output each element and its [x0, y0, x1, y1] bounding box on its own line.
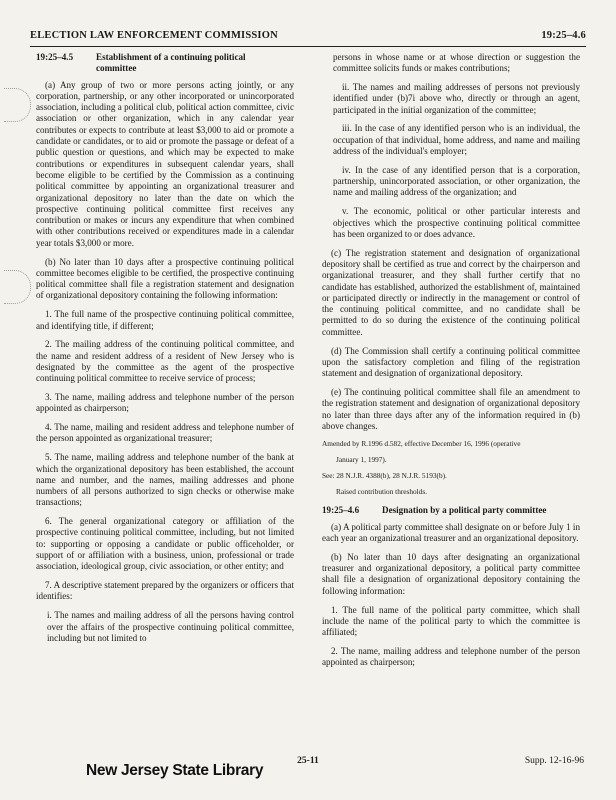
- s2-list-item-1: 1. The full name of the political party committee, which shall include the name of the political party to which the committee is affiliated;: [322, 604, 580, 638]
- sub-item-7-i-continued: persons in whose name or at whose direction or suggestion the committee solicits funds or makes contributions;: [333, 52, 580, 74]
- note-amended: Amended by R.1996 d.582, effective December 16, 1996 (operative: [322, 438, 521, 448]
- s2-list-item-2: 2. The name, mailing address and telephone number of the person appointed as chairperson;: [322, 645, 580, 668]
- section-title-line-1: Establishment of a continuing political: [96, 52, 246, 62]
- header-section-range: 19:25–4.6: [541, 30, 586, 41]
- s2-paragraph-a: (a) A political party committee shall designate on or before July 1 in each year an organizational treasurer and an organizational depository.: [322, 521, 580, 544]
- sub-item-7-v: v. The economic, political or other particular interests and objectives which the prospective continuing political committee has been organized to or does advance.: [333, 206, 580, 239]
- list-item-5: 5. The name, mailing address and telephone number of the bank at which the organizational depository has been established, the account name and number, and the names, mailing addresses and phone numbers of all persons authorized to sign checks or otherwise make transactions;: [36, 452, 294, 508]
- list-item-7: 7. A descriptive statement prepared by the organizers or officers that identifies:: [36, 580, 294, 602]
- list-item-2: 2. The mailing address of the continuing political committee, and the name and resident address of a resident of New Jersey who is designated by the committee as the agent of the prospective continuing political committee to receive service of process;: [36, 339, 294, 384]
- sub-item-7-i: i. The names and mailing address of all the persons having control over the affairs of the prospective continuing political committee, including but not limited to: [47, 610, 294, 643]
- list-item-4: 4. The name, mailing and resident address and telephone number of the person appointed as organizational treasurer;: [36, 422, 294, 444]
- page-number: 25-11: [297, 756, 319, 766]
- right-column: [322, 52, 580, 676]
- paragraph-e: (e) The continuing political committee shall file an amendment to the registration statement and designation of organizational depository no later than three days after any of the information required in (b) above changes.: [322, 386, 580, 431]
- sub-item-7-iii: iii. In the case of any identified person who is an individual, the occupation of that individual, home address, and name and mailing address of the individual's employer;: [333, 123, 580, 157]
- note-raised: Raised contribution thresholds.: [336, 486, 427, 496]
- list-item-6: 6. The general organizational category or affiliation of the prospective continuing political committee, including, but not limited to: supporting or opposing a candidate or public officeholder, or support of or affiliation with a business, union, professional or trade association, ideological group, civic association, or other entity; and: [36, 516, 294, 572]
- section-title: Designation by a political party committee: [382, 505, 547, 516]
- supplement-date: Supp. 12-16-96: [524, 756, 584, 766]
- section-title-line-2: committee: [96, 63, 137, 74]
- list-item-1: 1. The full name of the prospective continuing political committee, and identifying title, if different;: [36, 309, 294, 331]
- paragraph-a: (a) Any group of two or more persons acting jointly, or any corporation, partnership, or any other incorporated or unincorporated association, including a political club, political action committee, civic association or other organization, which in any calendar year contributes or expects to contribute at least $3,000 to aid or promote a candidate or candidates, or to aid or promote the passage or defeat of a public question or questions, and which may be expected to make contributions or expenditures in subsequent calendar years, shall become eligible to be certified by the Commission as a continuing political committee by appointing an organizational treasurer and organizational depository no later than the date on which the prospective continuing political committee first receives any contribution or makes or incurs any expenditure that when combined with other contributions received or expenditures made in a calendar year totals $3,000 or more.: [36, 79, 294, 248]
- header-title: ELECTION LAW ENFORCEMENT COMMISSION: [30, 30, 278, 41]
- sub-item-7-iv: iv. In the case of any identified person that is a corporation, partnership, unincorporated association, or other organization, the name and mailing address of the organization; and: [333, 164, 580, 198]
- punch-hole-mark: [4, 88, 31, 122]
- list-item-3: 3. The name, mailing address and telephone number of the person appointed as chairperson;: [36, 392, 294, 414]
- section-number: 19:25–4.5: [36, 52, 74, 62]
- page-header: [30, 30, 586, 46]
- section-heading: [322, 505, 580, 516]
- s2-paragraph-b: (b) No later than 10 days after designating an organizational treasurer and organizational depository, a political party committee shall file a designation of organizational depository containing the following information:: [322, 551, 580, 596]
- paragraph-b: (b) No later than 10 days after a prospective continuing political committee becomes eligible to be certified, the prospective continuing political committee shall file a registration statement and designation of organizational depository containing the following information:: [36, 256, 294, 301]
- note-amended-continued: January 1, 1997).: [336, 454, 387, 464]
- header-rule: [30, 46, 586, 47]
- sub-item-7-ii: ii. The names and mailing addresses of persons not previously identified under (b)7i above who, directly or through an agent, participated in the initial organization of the committee;: [333, 82, 580, 115]
- section-number: 19:25–4.6: [322, 505, 360, 516]
- left-column: [36, 52, 294, 652]
- library-stamp: New Jersey State Library: [86, 762, 264, 779]
- history-notes: [322, 440, 580, 497]
- paragraph-d: (d) The Commission shall certify a continuing political committee upon the satisfactory completion and filing of the registration statement and designation of organizational depository.: [322, 345, 580, 379]
- paragraph-c: (c) The registration statement and designation of organizational depository shall be certified as true and correct by the chairperson and organizational treasurer, and they shall further certify that no candidate has established, authorized the establishment of, maintained or participated directly or indirectly in the management or control of the continuing political committee, and no candidate shall be permitted to do so during the existence of the continuing political committee.: [322, 247, 580, 337]
- section-heading: [36, 52, 294, 75]
- note-see: See: 28 N.J.R. 4388(b), 28 N.J.R. 5193(b).: [322, 470, 447, 480]
- punch-hole-mark: [4, 270, 31, 304]
